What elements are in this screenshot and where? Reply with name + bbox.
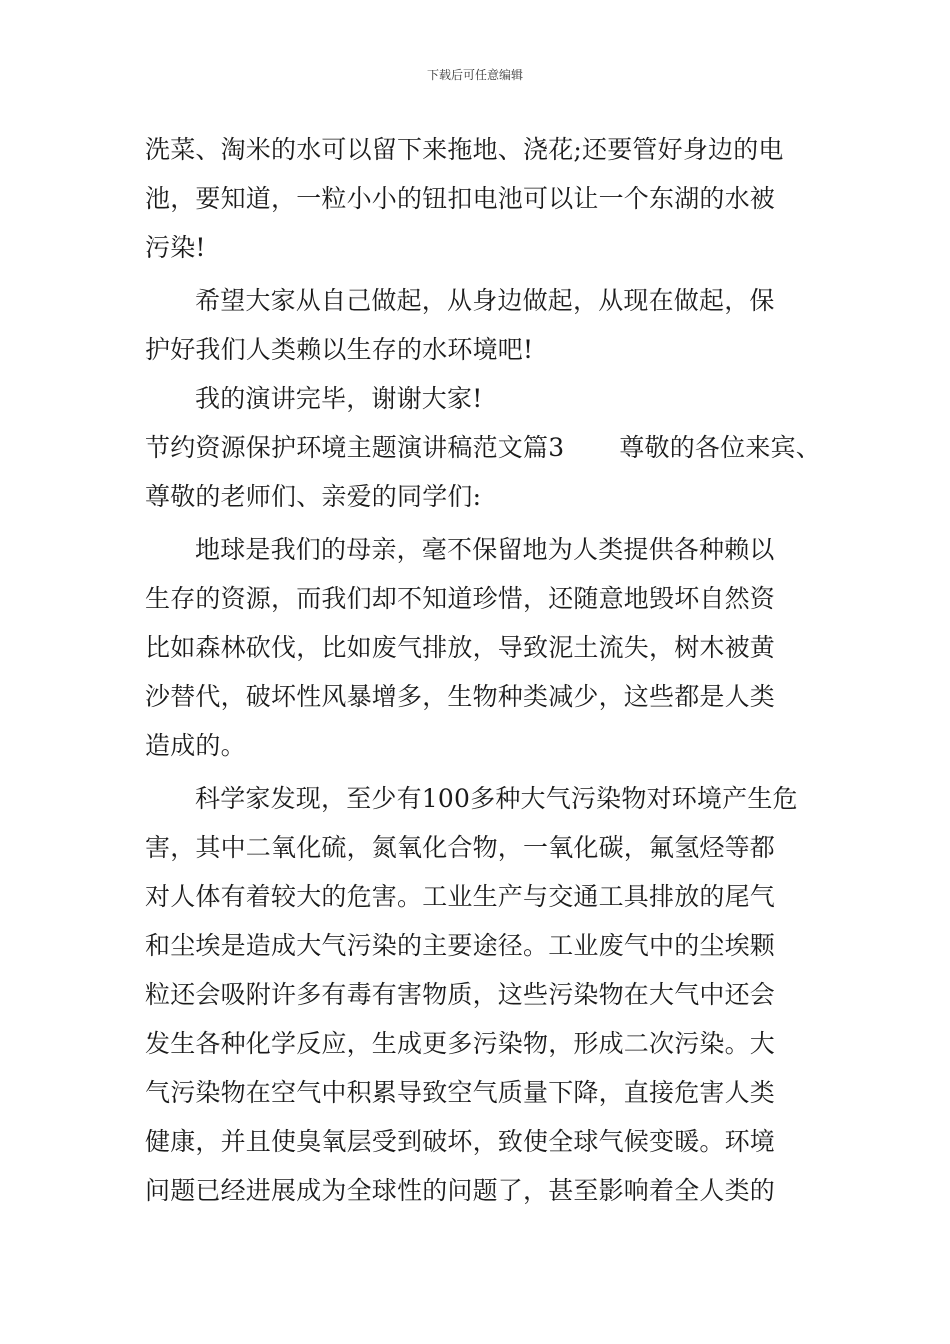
section-title-line — [145, 433, 821, 463]
body-line: 地球是我们的母亲，毫不保留地为人类提供各种赖以 — [195, 535, 775, 564]
body-line: 洗菜、淘米的水可以留下来拖地、浇花;还要管好身边的电 — [145, 135, 784, 164]
header-note: 下载后可任意编辑 — [426, 68, 523, 82]
body-line: 粒还会吸附许多有毒有害物质，这些污染物在大气中还会 — [145, 980, 776, 1009]
body-line: 池，要知道，一粒小小的钮扣电池可以让一个东湖的水被 — [145, 184, 776, 213]
body-line: 护好我们人类赖以生存的水环境吧! — [145, 335, 534, 364]
body-line: 污染! — [145, 233, 206, 262]
body-line: 和尘埃是造成大气污染的主要途径。工业废气中的尘埃颗 — [145, 931, 776, 960]
body-line: 科学家发现，至少有100多种大气污染物对环境产生危 — [195, 784, 798, 813]
body-line: 健康，并且使臭氧层受到破坏，致使全球气候变暖。环境 — [145, 1127, 776, 1156]
body-line: 问题已经进展成为全球性的问题了，甚至影响着全人类的 — [145, 1176, 776, 1205]
body-line: 希望大家从自己做起，从身边做起，从现在做起，保 — [195, 286, 775, 315]
body-line: 气污染物在空气中积累导致空气质量下降，直接危害人类 — [145, 1078, 776, 1107]
body-line: 比如森林砍伐，比如废气排放，导致泥土流失，树木被黄 — [145, 633, 776, 662]
greeting-start: 尊敬的各位来宾、 — [619, 433, 821, 462]
body-line: 发生各种化学反应，生成更多污染物，形成二次污染。大 — [145, 1029, 776, 1058]
body-line: 造成的。 — [145, 731, 246, 760]
section-title: 节约资源保护环境主题演讲稿范文篇3 — [145, 433, 565, 462]
body-line: 对人体有着较大的危害。工业生产与交通工具排放的尾气 — [145, 882, 776, 911]
body-line: 沙替代，破坏性风暴增多，生物种类减少，这些都是人类 — [145, 682, 776, 711]
body-line: 我的演讲完毕，谢谢大家! — [195, 384, 483, 413]
body-line: 尊敬的老师们、亲爱的同学们: — [145, 482, 482, 511]
body-line: 生存的资源，而我们却不知道珍惜，还随意地毁坏自然资 — [145, 584, 776, 613]
body-line: 害，其中二氧化硫，氮氧化合物，一氧化碳，氟氢烃等都 — [145, 833, 776, 862]
